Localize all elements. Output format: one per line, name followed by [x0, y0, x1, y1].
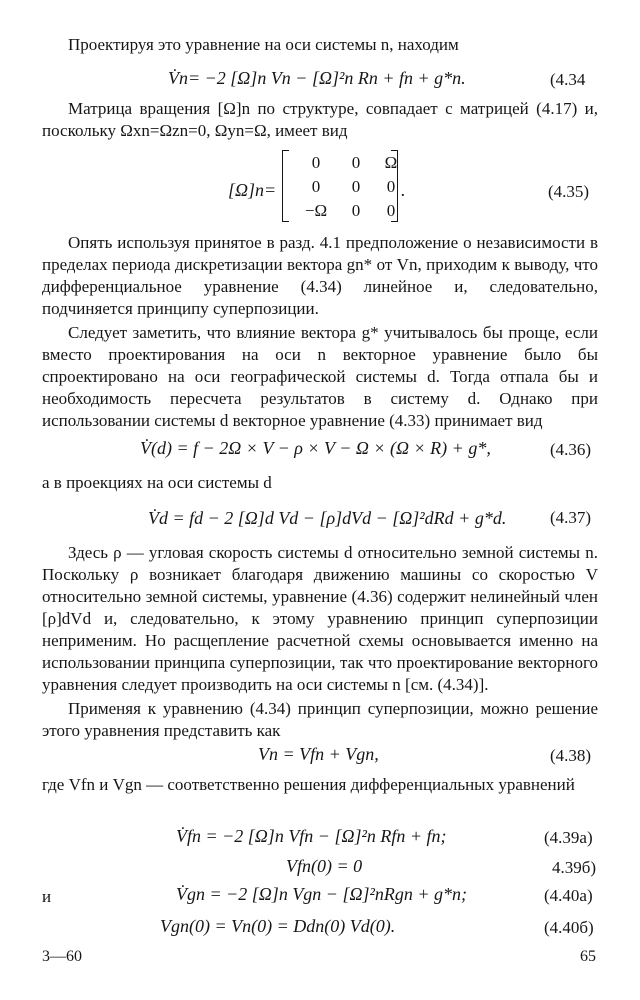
matrix-right-bracket [391, 150, 398, 222]
page-number: 65 [580, 948, 596, 965]
equation-number-4-34: (4.34 [550, 70, 586, 89]
equation-4-36: V̇(d) = f − 2Ω × V − ρ × V − Ω × (Ω × R) + g*, [140, 438, 491, 458]
matrix-trailing-period: . [401, 180, 406, 200]
paragraph-superposition: Опять используя принятое в разд. 4.1 предположение о независимости в пределах периода дискретизации вектора gn* от Vn, приходим к выводу, что дифференциальное уравнение (4.34) линейное и, следовательно, подчиняется принципу суперпозиции. [42, 233, 598, 318]
paragraph-geographic-system: Следует заметить, что влияние вектора g* учитывалось бы проще, если вместо проектирования на оси n векторное уравнение было бы спроектировано на оси географической системы d. Тогда отпала бы и необходимость пересчета результатов в систему d. Однако при использовании системы d векторное уравнение (4.33) принимает вид [42, 323, 598, 430]
equation-number-4-36: (4.36) [550, 440, 592, 459]
paragraph-nonlinear-term: Здесь ρ — угловая скорость системы d относительно земной системы n. Поскольку ρ возникает благодаря движению машины со скоростью V относительно земной системы, уравнение (4.36) содержит нелинейный член [ρ]dVd и, следовательно, к этому уравнению принцип суперпозиции неприменим. Но расщепление расчетной схемы основывается именно на использовании принципа суперпозиции, так что проектирование векторного уравнения следует производить на оси системы n [см. (4.34)]. [42, 543, 598, 694]
paragraph-where: где Vfn и Vgn — соответственно решения дифференциальных уравнений [42, 775, 575, 794]
equation-4-39b: Vfn(0) = 0 [286, 856, 363, 876]
equation-number-4-37: (4.37) [550, 508, 592, 527]
paragraph-matrix-intro: Матрица вращения [Ω]n по структуре, совпадает с матрицей (4.17) и, поскольку Ωxn=Ωzn=0, Ωyn=Ω, имеет вид [42, 99, 598, 140]
equation-number-4-35: (4.35) [548, 182, 590, 201]
matrix-left-bracket [282, 150, 289, 222]
paragraph-intro: Проектируя это уравнение на оси системы n, находим [68, 35, 459, 54]
equation-4-40b: Vgn(0) = Vn(0) = Ddn(0) Vd(0). [160, 916, 396, 936]
equation-number-4-39a: (4.39a) [544, 828, 593, 847]
printer-signature: 3—60 [42, 948, 82, 965]
matrix-cell: Ω [384, 153, 398, 172]
matrix-cell: 0 [351, 153, 361, 172]
matrix-cell: −Ω [304, 201, 328, 220]
paragraph-projections: а в проекциях на оси системы d [42, 473, 272, 492]
conjunction-and: и [42, 887, 52, 906]
matrix-cell: 0 [386, 201, 396, 220]
paragraph-solution: Применяя к уравнению (4.34) принцип суперпозиции, можно решение этого уравнения представить как [42, 699, 598, 740]
equation-4-37: V̇d = fd − 2 [Ω]d Vd − [ρ]dVd − [Ω]²dRd + g*d. [148, 508, 507, 528]
equation-number-4-40a: (4.40a) [544, 886, 593, 905]
equation-4-34: V̇n= −2 [Ω]n Vn − [Ω]²n Rn + fn + g*n. [168, 68, 466, 88]
equation-4-39a: V̇fn = −2 [Ω]n Vfn − [Ω]²n Rfn + fn; [176, 826, 447, 846]
equation-number-4-39b: 4.39б) [552, 858, 597, 877]
equation-4-40a: V̇gn = −2 [Ω]n Vgn − [Ω]²nRgn + g*n; [176, 884, 468, 904]
matrix-cell: 0 [311, 153, 321, 172]
matrix-cell: 0 [351, 201, 361, 220]
equation-4-38: Vn = Vfn + Vgn, [258, 744, 379, 764]
equation-4-35-lhs: [Ω]n= [228, 180, 277, 200]
matrix-cell: 0 [311, 177, 321, 196]
matrix-cell: 0 [386, 177, 396, 196]
equation-number-4-40b: (4.40б) [544, 918, 594, 937]
rotation-matrix [282, 150, 398, 222]
equation-number-4-38: (4.38) [550, 746, 592, 765]
matrix-cells [296, 152, 406, 222]
matrix-cell: 0 [351, 177, 361, 196]
